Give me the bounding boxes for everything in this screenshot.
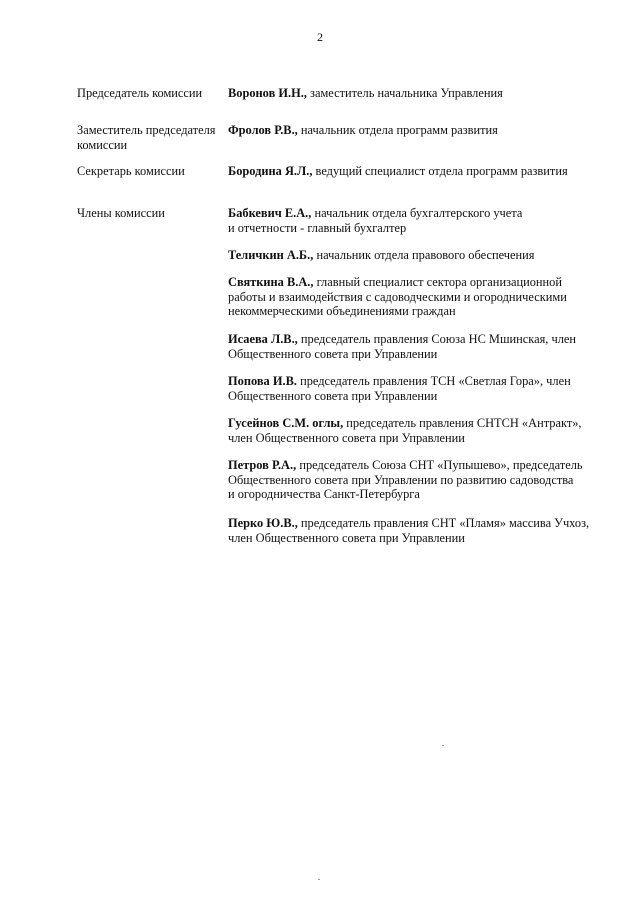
role-label-chairman: Председатель комиссии <box>77 86 203 100</box>
member-name: Бабкевич Е.А., <box>228 206 312 220</box>
scan-speck <box>442 745 444 746</box>
member-entry: Бабкевич Е.А., начальник отдела бухгалтерского учета и отчетности - главный бухгалтер <box>228 206 523 235</box>
member-name: Петров Р.А., <box>228 458 297 472</box>
member-name: Гусейнов С.М. оглы, <box>228 416 344 430</box>
member-entry: Исаева Л.В., председатель правления Союза НС Мшинская, член Общественного совета при Управлении <box>228 332 577 361</box>
role-label-secretary: Секретарь комиссии <box>77 164 185 178</box>
member-name: Теличкин А.Б., <box>228 248 314 262</box>
member-name: Исаева Л.В., <box>228 332 298 346</box>
member-name: Воронов И.Н., <box>228 86 307 100</box>
member-name: Попова И.В. <box>228 374 297 388</box>
member-entry: Перко Ю.В., председатель правления СНТ «Пламя» массива Учхоз, член Общественного совета при Управлении <box>228 516 590 545</box>
scan-speck <box>318 879 320 880</box>
member-position: ведущий специалист отдела программ развития <box>315 164 568 178</box>
entry-secretary <box>228 164 618 179</box>
entry-deputy <box>228 123 618 138</box>
member-position: заместитель начальника Управления <box>310 86 503 100</box>
member-name: Фролов Р.В., <box>228 123 298 137</box>
member-entry: Петров Р.А., председатель Союза СНТ «Пупышево», председатель Общественного совета при Управлении по развитию садоводства и огородничества Санкт-Петербурга <box>228 458 583 502</box>
entry-chairman <box>228 86 618 101</box>
member-name: Бородина Я.Л., <box>228 164 313 178</box>
member-entry: Святкина В.А., главный специалист сектора организационной работы и взаимодействия с садоводческими и огородническими некоммерческими объединениями граждан <box>228 275 567 319</box>
role-label-members: Члены комиссии <box>77 206 165 220</box>
member-entry: Теличкин А.Б., начальник отдела правового обеспечения <box>228 248 535 262</box>
member-name: Святкина В.А., <box>228 275 314 289</box>
member-entry: Гусейнов С.М. оглы, председатель правления СНТСН «Антракт», член Общественного совета при Управлении <box>228 416 582 445</box>
member-entry: Попова И.В. председатель правления ТСН «Светлая Гора», член Общественного совета при Управлении <box>228 374 571 403</box>
page-number: 2 <box>317 30 323 44</box>
member-position: начальник отдела программ развития <box>300 123 498 137</box>
role-label-deputy: Заместитель председателя комиссии <box>77 123 216 152</box>
member-name: Перко Ю.В., <box>228 516 298 530</box>
